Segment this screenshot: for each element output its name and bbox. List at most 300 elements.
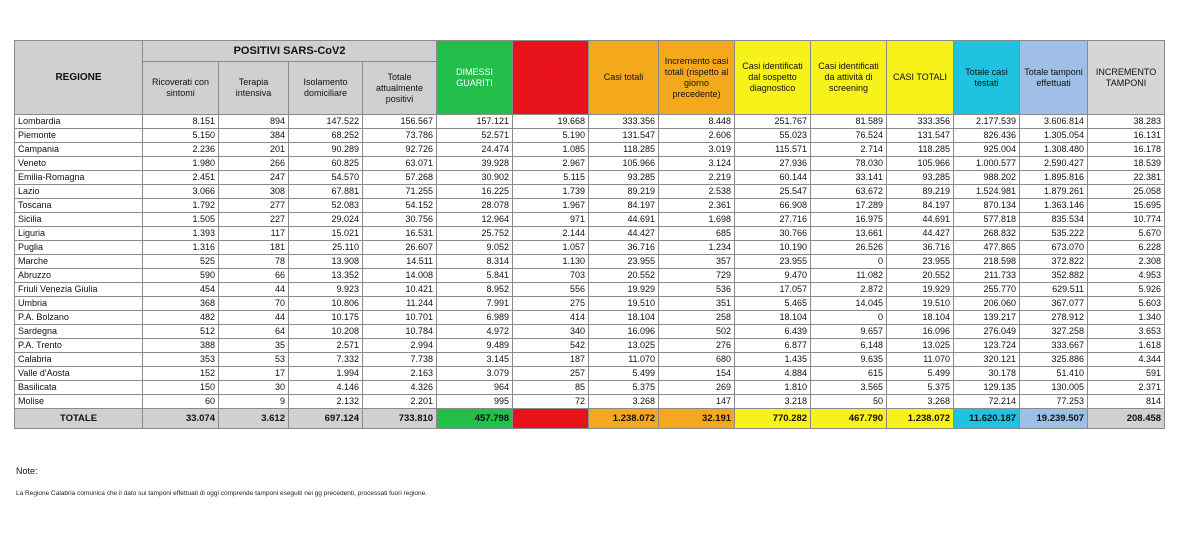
region-name-cell: Puglia: [15, 241, 143, 255]
value-cell: 512: [143, 325, 219, 339]
value-cell: 1.305.054: [1020, 129, 1088, 143]
value-cell: 257: [513, 367, 589, 381]
total-label: TOTALE: [15, 409, 143, 429]
value-cell: 23.955: [887, 255, 954, 269]
value-cell: 327.258: [1020, 325, 1088, 339]
value-cell: 16.096: [887, 325, 954, 339]
value-cell: 11.244: [363, 297, 437, 311]
value-cell: 5.670: [1088, 227, 1165, 241]
table-row: [15, 311, 1165, 325]
value-cell: 12.964: [437, 213, 513, 227]
table-row: [15, 241, 1165, 255]
region-name-cell: Piemonte: [15, 129, 143, 143]
value-cell: 6.228: [1088, 241, 1165, 255]
value-cell: 9.489: [437, 339, 513, 353]
value-cell: 2.308: [1088, 255, 1165, 269]
value-cell: 17.289: [811, 199, 887, 213]
value-cell: 2.538: [659, 185, 735, 199]
value-cell: 10.784: [363, 325, 437, 339]
value-cell: 275: [513, 297, 589, 311]
value-cell: 19.929: [589, 283, 659, 297]
value-cell: 44.691: [887, 213, 954, 227]
value-cell: 3.145: [437, 353, 513, 367]
value-cell: 118.285: [887, 143, 954, 157]
value-cell: 870.134: [954, 199, 1020, 213]
value-cell: 67.881: [289, 185, 363, 199]
table-row: [15, 283, 1165, 297]
header-incremento-casi: Incremento casi totali (rispetto al giorno precedente): [659, 41, 735, 115]
value-cell: 26.526: [811, 241, 887, 255]
region-name-cell: Basilicata: [15, 381, 143, 395]
table-row: [15, 325, 1165, 339]
value-cell: 5.499: [887, 367, 954, 381]
total-value-cell: 1.238.072: [589, 409, 659, 429]
value-cell: 2.371: [1088, 381, 1165, 395]
table-row: [15, 255, 1165, 269]
value-cell: 16.975: [811, 213, 887, 227]
value-cell: 14.008: [363, 269, 437, 283]
value-cell: 2.606: [659, 129, 735, 143]
value-cell: 14.045: [811, 297, 887, 311]
value-cell: 147: [659, 395, 735, 409]
value-cell: 1.980: [143, 157, 219, 171]
value-cell: 8.151: [143, 115, 219, 129]
value-cell: 2.144: [513, 227, 589, 241]
value-cell: 352.882: [1020, 269, 1088, 283]
value-cell: 1.739: [513, 185, 589, 199]
value-cell: 93.285: [589, 171, 659, 185]
region-name-cell: Molise: [15, 395, 143, 409]
value-cell: 4.972: [437, 325, 513, 339]
value-cell: 89.219: [887, 185, 954, 199]
value-cell: 123.724: [954, 339, 1020, 353]
value-cell: 129.135: [954, 381, 1020, 395]
value-cell: 139.217: [954, 311, 1020, 325]
value-cell: 1.130: [513, 255, 589, 269]
region-name-cell: Toscana: [15, 199, 143, 213]
value-cell: 25.547: [735, 185, 811, 199]
region-name-cell: P.A. Trento: [15, 339, 143, 353]
value-cell: 11.070: [887, 353, 954, 367]
value-cell: 3.268: [887, 395, 954, 409]
value-cell: 157.121: [437, 115, 513, 129]
value-cell: 7.332: [289, 353, 363, 367]
value-cell: 6.989: [437, 311, 513, 325]
value-cell: 22.381: [1088, 171, 1165, 185]
value-cell: 1.393: [143, 227, 219, 241]
value-cell: 1.618: [1088, 339, 1165, 353]
value-cell: 54.570: [289, 171, 363, 185]
value-cell: 27.716: [735, 213, 811, 227]
header-ricoverati: Ricoverati con sintomi: [143, 62, 219, 115]
table-row: [15, 115, 1165, 129]
value-cell: 3.019: [659, 143, 735, 157]
value-cell: 3.268: [589, 395, 659, 409]
value-cell: 53: [219, 353, 289, 367]
value-cell: 3.066: [143, 185, 219, 199]
total-value-cell: 1.238.072: [887, 409, 954, 429]
value-cell: 1.994: [289, 367, 363, 381]
region-name-cell: Emilia-Romagna: [15, 171, 143, 185]
value-cell: 18.104: [887, 311, 954, 325]
value-cell: 357: [659, 255, 735, 269]
value-cell: 44.691: [589, 213, 659, 227]
value-cell: 19.510: [887, 297, 954, 311]
value-cell: 384: [219, 129, 289, 143]
value-cell: 206.060: [954, 297, 1020, 311]
value-cell: 276: [659, 339, 735, 353]
value-cell: 72: [513, 395, 589, 409]
value-cell: 502: [659, 325, 735, 339]
value-cell: 35: [219, 339, 289, 353]
region-name-cell: Lazio: [15, 185, 143, 199]
value-cell: 85: [513, 381, 589, 395]
value-cell: 5.841: [437, 269, 513, 283]
value-cell: 19.510: [589, 297, 659, 311]
value-cell: 93.285: [887, 171, 954, 185]
value-cell: 5.375: [887, 381, 954, 395]
header-casi-totali: Casi totali: [589, 41, 659, 115]
header-incremento-tamponi: INCREMENTO TAMPONI: [1088, 41, 1165, 115]
value-cell: 73.786: [363, 129, 437, 143]
value-cell: 18.104: [589, 311, 659, 325]
value-cell: 4.344: [1088, 353, 1165, 367]
header-terapia-intensiva: Terapia intensiva: [219, 62, 289, 115]
value-cell: 105.966: [589, 157, 659, 171]
total-row: [15, 409, 1165, 429]
header-casi-screening: Casi identificati da attività di screening: [811, 41, 887, 115]
value-cell: 629.511: [1020, 283, 1088, 297]
value-cell: 147.522: [289, 115, 363, 129]
value-cell: 201: [219, 143, 289, 157]
value-cell: 20.552: [589, 269, 659, 283]
value-cell: 44: [219, 283, 289, 297]
value-cell: 13.025: [887, 339, 954, 353]
header-deceduti: Deceduti: [513, 41, 589, 115]
value-cell: 150: [143, 381, 219, 395]
value-cell: 995: [437, 395, 513, 409]
total-value-cell: [513, 409, 589, 429]
value-cell: 278.912: [1020, 311, 1088, 325]
total-value-cell: 32.191: [659, 409, 735, 429]
header-group-positivi: POSITIVI SARS-CoV2: [143, 41, 437, 62]
total-value-cell: 19.239.507: [1020, 409, 1088, 429]
value-cell: 117: [219, 227, 289, 241]
value-cell: 66.908: [735, 199, 811, 213]
value-cell: 685: [659, 227, 735, 241]
value-cell: 894: [219, 115, 289, 129]
value-cell: 25.058: [1088, 185, 1165, 199]
value-cell: 2.132: [289, 395, 363, 409]
value-cell: 16.178: [1088, 143, 1165, 157]
value-cell: 3.606.814: [1020, 115, 1088, 129]
total-value-cell: 467.790: [811, 409, 887, 429]
total-value-cell: 697.124: [289, 409, 363, 429]
value-cell: 971: [513, 213, 589, 227]
value-cell: 44.427: [589, 227, 659, 241]
value-cell: 826.436: [954, 129, 1020, 143]
value-cell: 55.023: [735, 129, 811, 143]
value-cell: 131.547: [589, 129, 659, 143]
value-cell: 28.078: [437, 199, 513, 213]
value-cell: 52.083: [289, 199, 363, 213]
value-cell: 51.410: [1020, 367, 1088, 381]
value-cell: 247: [219, 171, 289, 185]
value-cell: 11.082: [811, 269, 887, 283]
value-cell: 5.465: [735, 297, 811, 311]
value-cell: 71.255: [363, 185, 437, 199]
value-cell: 36.716: [589, 241, 659, 255]
value-cell: 8.952: [437, 283, 513, 297]
region-name-cell: P.A. Bolzano: [15, 311, 143, 325]
value-cell: 92.726: [363, 143, 437, 157]
value-cell: 10.208: [289, 325, 363, 339]
header-totale-casi-testati: Totale casi testati: [954, 41, 1020, 115]
total-value-cell: 457.798: [437, 409, 513, 429]
value-cell: 255.770: [954, 283, 1020, 297]
value-cell: 251.767: [735, 115, 811, 129]
value-cell: 277: [219, 199, 289, 213]
header-totale-tamponi: Totale tamponi effettuati: [1020, 41, 1088, 115]
value-cell: 325.886: [1020, 353, 1088, 367]
value-cell: 340: [513, 325, 589, 339]
total-value-cell: 33.074: [143, 409, 219, 429]
value-cell: 39.928: [437, 157, 513, 171]
value-cell: 258: [659, 311, 735, 325]
value-cell: 13.661: [811, 227, 887, 241]
value-cell: 60.825: [289, 157, 363, 171]
value-cell: 351: [659, 297, 735, 311]
table-row: [15, 171, 1165, 185]
value-cell: 482: [143, 311, 219, 325]
value-cell: 591: [1088, 367, 1165, 381]
value-cell: 63.672: [811, 185, 887, 199]
covid-data-table-sheet: [14, 40, 1164, 429]
value-cell: 9.052: [437, 241, 513, 255]
value-cell: 7.738: [363, 353, 437, 367]
table-row: [15, 353, 1165, 367]
table-row: [15, 395, 1165, 409]
value-cell: 30.902: [437, 171, 513, 185]
table-row: [15, 157, 1165, 171]
notes-label: Note:: [16, 466, 38, 476]
value-cell: 25.752: [437, 227, 513, 241]
value-cell: 13.352: [289, 269, 363, 283]
value-cell: 227: [219, 213, 289, 227]
value-cell: 115.571: [735, 143, 811, 157]
value-cell: 76.524: [811, 129, 887, 143]
value-cell: 4.326: [363, 381, 437, 395]
region-name-cell: Umbria: [15, 297, 143, 311]
value-cell: 0: [811, 255, 887, 269]
value-cell: 4.953: [1088, 269, 1165, 283]
table-body: [15, 115, 1165, 429]
value-cell: 266: [219, 157, 289, 171]
value-cell: 131.547: [887, 129, 954, 143]
total-value-cell: 733.810: [363, 409, 437, 429]
value-cell: 154: [659, 367, 735, 381]
value-cell: 536: [659, 283, 735, 297]
value-cell: 10.806: [289, 297, 363, 311]
value-cell: 3.124: [659, 157, 735, 171]
value-cell: 372.822: [1020, 255, 1088, 269]
value-cell: 5.115: [513, 171, 589, 185]
region-name-cell: Calabria: [15, 353, 143, 367]
value-cell: 64: [219, 325, 289, 339]
value-cell: 6.439: [735, 325, 811, 339]
value-cell: 54.152: [363, 199, 437, 213]
value-cell: 130.005: [1020, 381, 1088, 395]
value-cell: 44.427: [887, 227, 954, 241]
value-cell: 9.923: [289, 283, 363, 297]
value-cell: 9.470: [735, 269, 811, 283]
value-cell: 60: [143, 395, 219, 409]
value-cell: 105.966: [887, 157, 954, 171]
value-cell: 63.071: [363, 157, 437, 171]
value-cell: 333.356: [589, 115, 659, 129]
value-cell: 16.531: [363, 227, 437, 241]
value-cell: 66: [219, 269, 289, 283]
value-cell: 3.565: [811, 381, 887, 395]
value-cell: 1.308.480: [1020, 143, 1088, 157]
value-cell: 16.096: [589, 325, 659, 339]
value-cell: 89.219: [589, 185, 659, 199]
value-cell: 70: [219, 297, 289, 311]
value-cell: 10.701: [363, 311, 437, 325]
value-cell: 78: [219, 255, 289, 269]
value-cell: 5.499: [589, 367, 659, 381]
value-cell: 6.877: [735, 339, 811, 353]
table-row: [15, 381, 1165, 395]
value-cell: 320.121: [954, 353, 1020, 367]
value-cell: 269: [659, 381, 735, 395]
value-cell: 1.435: [735, 353, 811, 367]
value-cell: 2.163: [363, 367, 437, 381]
table-row: [15, 213, 1165, 227]
notes-text: La Regione Calabria comunica che il dato sui tamponi effettuati di oggi comprende tamponi eseguiti nei gg precedenti, processati fuori regione.: [16, 490, 428, 497]
header-dimessi-guariti: DIMESSI GUARITI: [437, 41, 513, 115]
value-cell: 77.253: [1020, 395, 1088, 409]
value-cell: 1.792: [143, 199, 219, 213]
value-cell: 2.872: [811, 283, 887, 297]
value-cell: 8.314: [437, 255, 513, 269]
value-cell: 276.049: [954, 325, 1020, 339]
value-cell: 7.991: [437, 297, 513, 311]
table-row: [15, 143, 1165, 157]
value-cell: 964: [437, 381, 513, 395]
value-cell: 3.653: [1088, 325, 1165, 339]
region-name-cell: Valle d'Aosta: [15, 367, 143, 381]
value-cell: 673.070: [1020, 241, 1088, 255]
value-cell: 1.879.261: [1020, 185, 1088, 199]
value-cell: 26.607: [363, 241, 437, 255]
value-cell: 308: [219, 185, 289, 199]
value-cell: 11.070: [589, 353, 659, 367]
value-cell: 30.178: [954, 367, 1020, 381]
value-cell: 1.316: [143, 241, 219, 255]
region-name-cell: Sicilia: [15, 213, 143, 227]
total-value-cell: 11.620.187: [954, 409, 1020, 429]
value-cell: 9: [219, 395, 289, 409]
value-cell: 333.356: [887, 115, 954, 129]
value-cell: 703: [513, 269, 589, 283]
table-row: [15, 129, 1165, 143]
value-cell: 152: [143, 367, 219, 381]
value-cell: 814: [1088, 395, 1165, 409]
value-cell: 13.025: [589, 339, 659, 353]
region-name-cell: Friuli Venezia Giulia: [15, 283, 143, 297]
value-cell: 19.668: [513, 115, 589, 129]
value-cell: 1.000.577: [954, 157, 1020, 171]
value-cell: 2.714: [811, 143, 887, 157]
value-cell: 52.571: [437, 129, 513, 143]
value-cell: 388: [143, 339, 219, 353]
value-cell: 29.024: [289, 213, 363, 227]
value-cell: 16.131: [1088, 129, 1165, 143]
value-cell: 13.908: [289, 255, 363, 269]
value-cell: 414: [513, 311, 589, 325]
table-row: [15, 367, 1165, 381]
value-cell: 1.340: [1088, 311, 1165, 325]
value-cell: 6.148: [811, 339, 887, 353]
value-cell: 2.571: [289, 339, 363, 353]
value-cell: 729: [659, 269, 735, 283]
value-cell: 156.567: [363, 115, 437, 129]
value-cell: 23.955: [589, 255, 659, 269]
region-name-cell: Liguria: [15, 227, 143, 241]
total-value-cell: 3.612: [219, 409, 289, 429]
header-casi-totali-upper: CASI TOTALI: [887, 41, 954, 115]
region-name-cell: Lombardia: [15, 115, 143, 129]
value-cell: 60.144: [735, 171, 811, 185]
value-cell: 3.079: [437, 367, 513, 381]
region-name-cell: Sardegna: [15, 325, 143, 339]
value-cell: 2.451: [143, 171, 219, 185]
region-name-cell: Abruzzo: [15, 269, 143, 283]
value-cell: 90.289: [289, 143, 363, 157]
value-cell: 1.810: [735, 381, 811, 395]
value-cell: 477.865: [954, 241, 1020, 255]
value-cell: 1.085: [513, 143, 589, 157]
value-cell: 1.057: [513, 241, 589, 255]
value-cell: 17: [219, 367, 289, 381]
value-cell: 10.421: [363, 283, 437, 297]
regional-data-table: [14, 40, 1165, 429]
value-cell: 30.756: [363, 213, 437, 227]
table-row: [15, 199, 1165, 213]
value-cell: 1.524.981: [954, 185, 1020, 199]
table-row: [15, 297, 1165, 311]
value-cell: 5.926: [1088, 283, 1165, 297]
value-cell: 988.202: [954, 171, 1020, 185]
header-isolamento: Isolamento domiciliare: [289, 62, 363, 115]
total-value-cell: 770.282: [735, 409, 811, 429]
value-cell: 10.175: [289, 311, 363, 325]
value-cell: 68.252: [289, 129, 363, 143]
value-cell: 680: [659, 353, 735, 367]
value-cell: 835.534: [1020, 213, 1088, 227]
total-value-cell: 208.458: [1088, 409, 1165, 429]
value-cell: 454: [143, 283, 219, 297]
value-cell: 333.667: [1020, 339, 1088, 353]
value-cell: 535.222: [1020, 227, 1088, 241]
value-cell: 78.030: [811, 157, 887, 171]
header-regione: REGIONE: [15, 41, 143, 115]
value-cell: 44: [219, 311, 289, 325]
value-cell: 20.552: [887, 269, 954, 283]
value-cell: 33.141: [811, 171, 887, 185]
region-name-cell: Veneto: [15, 157, 143, 171]
